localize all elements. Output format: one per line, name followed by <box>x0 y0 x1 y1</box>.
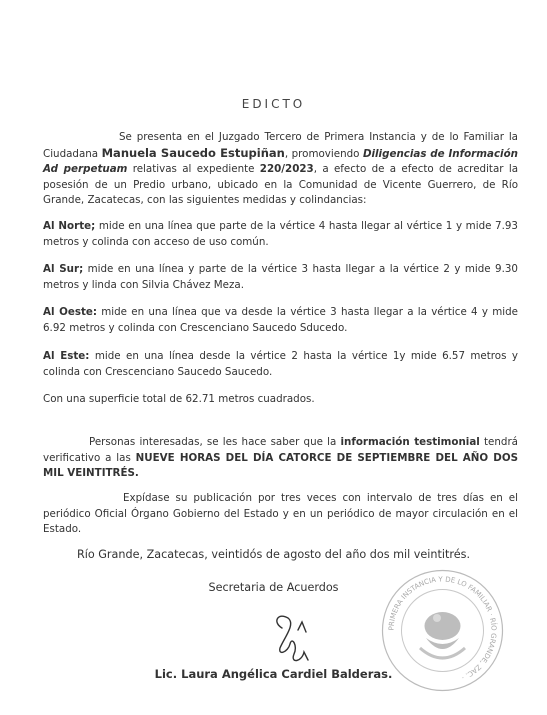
signer-position: Secretaria de Acuerdos <box>208 581 339 594</box>
boundary-east-text: mide en una línea desde la vértice 2 hasta la vértice 1y mide 6.57 metros y colinda con Crescenciano Saucedo Saucedo. <box>43 350 518 378</box>
case-number: 220/2023 <box>259 163 314 175</box>
total-area: Con una superficie total de 62.71 metros cuadrados. <box>43 393 315 405</box>
boundary-south <box>43 262 518 293</box>
boundary-east-label: Al Este: <box>43 350 90 362</box>
hearing-text-1: Personas interesadas, se les hace saber que la <box>89 436 341 448</box>
boundary-south-text: mide en una línea y parte de la vértice 3 hasta llegar a la vértice 2 y mide 9.30 metros y linda con Silvia Chávez Meza. <box>43 263 518 291</box>
boundary-west <box>43 305 518 336</box>
handwritten-signature <box>268 608 328 672</box>
plaintiff-name: Manuela Saucedo Estupiñan <box>101 145 285 160</box>
hearing-paragraph <box>43 435 518 482</box>
intro-text-2: , promoviendo <box>284 147 363 160</box>
hearing-date: NUEVE HORAS DEL DÍA CATORCE DE SEPTIEMBRE DEL AÑO DOS MIL VEINTITRÉS. <box>43 451 518 479</box>
boundary-west-text: mide en una línea que va desde la vértice 3 hasta llegar a la vértice 4 y mide 6.92 metros y colinda con Crescenciano Saucedo Sducedo. <box>43 306 518 334</box>
boundary-west-label: Al Oeste: <box>43 306 97 318</box>
boundary-north-text: mide en una línea que parte de la vértice 4 hasta llegar al vértice 1 y mide 7.93 metros y colinda con acceso de uso común. <box>43 220 518 248</box>
document-title: EDICTO <box>241 97 306 111</box>
place-and-date: Río Grande, Zacatecas, veintidós de agosto del año dos mil veintitrés. <box>76 548 471 561</box>
hearing-text-2: tendrá verificativo a las <box>43 436 518 464</box>
boundary-north <box>43 219 518 250</box>
publication-paragraph: Expídase su publicación por tres veces con intervalo de tres días en el periódico Oficial Órgano Gobierno del Estado y en un periódico de mayor circulación en el Estado. <box>43 492 518 535</box>
boundary-north-label: Al Norte; <box>43 220 96 232</box>
eagle-emblem-icon <box>420 612 465 658</box>
boundary-south-label: Al Sur; <box>43 263 84 275</box>
testimonial-info: información testimonial <box>340 436 480 448</box>
intro-text-1: Se presenta en el Juzgado Tercero de Primera Instancia y de lo Familiar la Ciudadana <box>43 131 518 160</box>
intro-paragraph <box>43 130 518 209</box>
procedure-name: Diligencias de Información Ad perpetuam <box>43 147 518 175</box>
seal-text: PRIMERA INSTANCIA Y DE LO FAMILIAR · RÍO GRANDE, ZAC. · <box>387 575 498 682</box>
signer-name: Lic. Laura Angélica Cardiel Balderas. <box>154 667 393 681</box>
intro-text-3: relativas al expediente <box>127 163 260 175</box>
intro-text-4: , a efecto de a efecto de acreditar la posesión de un Predio urbano, ubicado en la Comunidad de Vicente Guerrero, de Río Grande, Zacatecas, con las siguientes medidas y colindancias: <box>43 163 519 206</box>
boundary-east <box>43 349 518 380</box>
